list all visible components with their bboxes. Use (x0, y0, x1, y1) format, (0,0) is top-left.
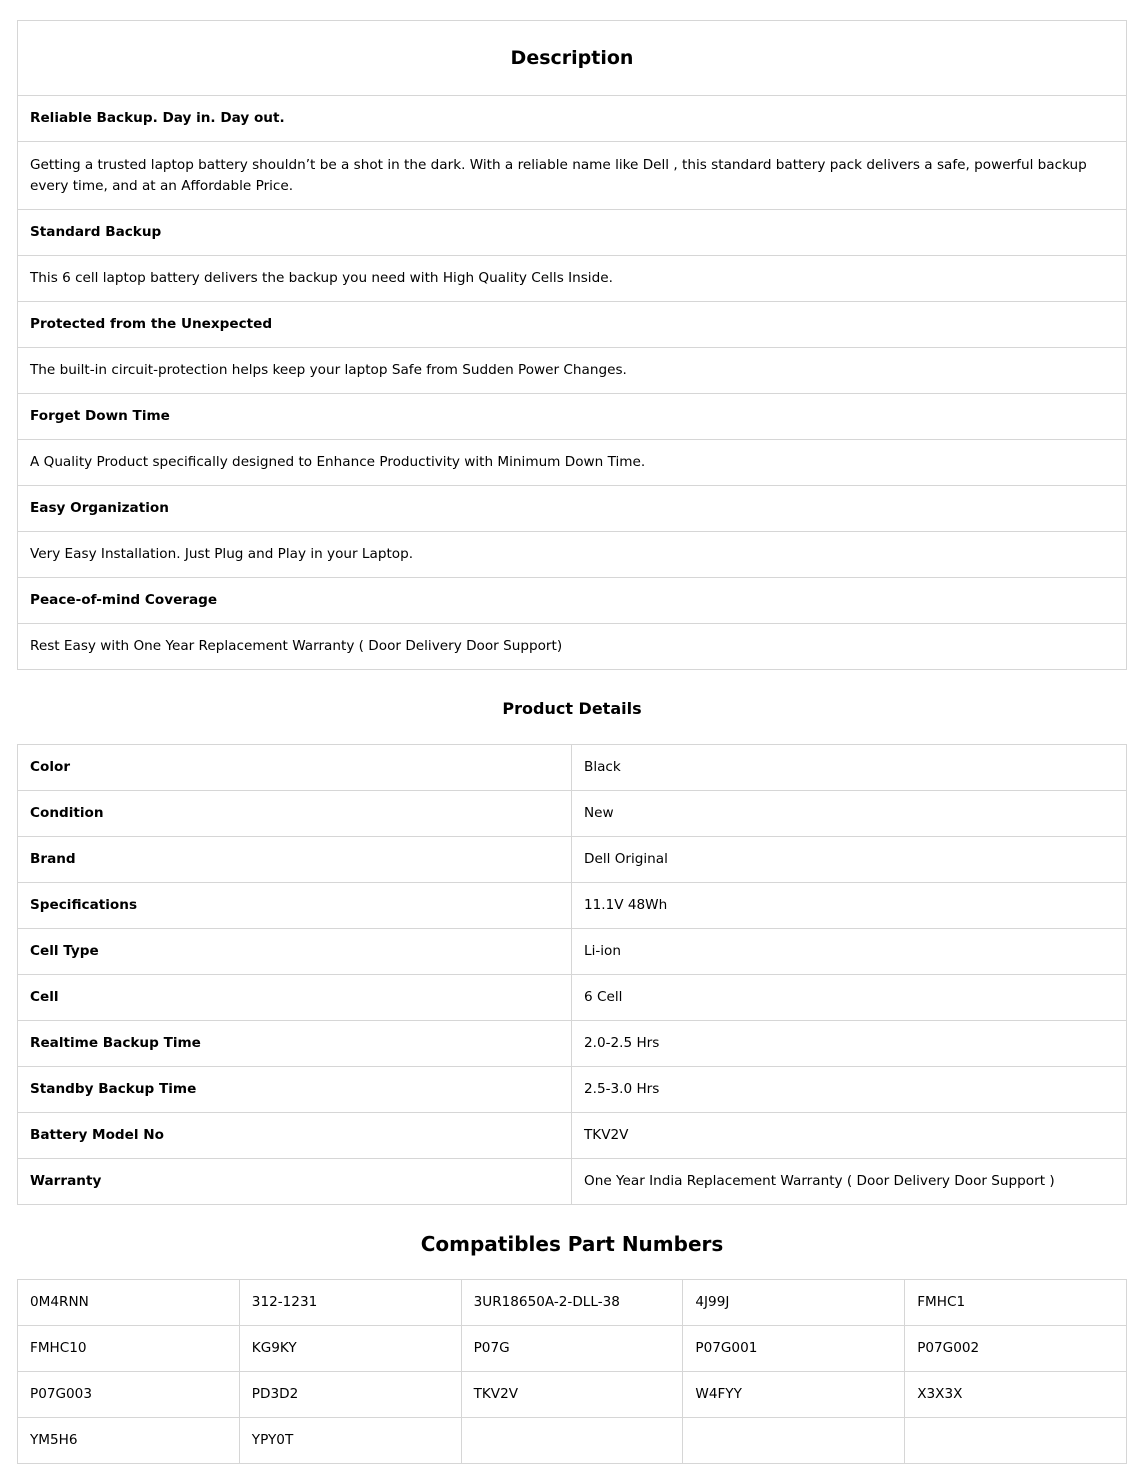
part-number-cell: KG9KY (239, 1326, 461, 1372)
part-number-cell: PD3D2 (239, 1372, 461, 1418)
detail-key: Standby Backup Time (18, 1067, 572, 1113)
part-number-cell: P07G (461, 1326, 683, 1372)
part-number-cell (905, 1418, 1127, 1464)
part-number-cell (683, 1418, 905, 1464)
description-header-row (18, 21, 1127, 96)
compatible-parts-table (17, 1279, 1127, 1464)
detail-key: Cell (18, 975, 572, 1021)
detail-value: 11.1V 48Wh (572, 883, 1127, 929)
table-row (18, 1418, 1127, 1464)
description-text: Very Easy Installation. Just Plug and Play in your Laptop. (18, 532, 1127, 578)
description-text-row (18, 348, 1127, 394)
description-heading-row (18, 210, 1127, 256)
description-heading: Protected from the Unexpected (18, 302, 1127, 348)
table-row (18, 1159, 1127, 1205)
detail-key: Condition (18, 791, 572, 837)
part-number-cell: YM5H6 (18, 1418, 240, 1464)
part-number-cell: YPY0T (239, 1418, 461, 1464)
description-heading-row (18, 302, 1127, 348)
table-row (18, 1113, 1127, 1159)
description-text-row (18, 440, 1127, 486)
detail-key: Specifications (18, 883, 572, 929)
detail-key: Cell Type (18, 929, 572, 975)
detail-value: New (572, 791, 1127, 837)
description-text: Rest Easy with One Year Replacement Warranty ( Door Delivery Door Support) (18, 624, 1127, 670)
part-number-cell: P07G003 (18, 1372, 240, 1418)
description-heading: Reliable Backup. Day in. Day out. (18, 96, 1127, 142)
part-number-cell: W4FYY (683, 1372, 905, 1418)
product-info-container (17, 20, 1127, 1464)
detail-key: Color (18, 745, 572, 791)
detail-value: Black (572, 745, 1127, 791)
part-number-cell: 0M4RNN (18, 1280, 240, 1326)
description-heading-row (18, 96, 1127, 142)
description-text-row (18, 624, 1127, 670)
detail-value: Li-ion (572, 929, 1127, 975)
table-row (18, 1067, 1127, 1113)
detail-value: One Year India Replacement Warranty ( Door Delivery Door Support ) (572, 1159, 1127, 1205)
table-row (18, 1280, 1127, 1326)
detail-value: Dell Original (572, 837, 1127, 883)
part-number-cell: 3UR18650A-2-DLL-38 (461, 1280, 683, 1326)
part-number-cell: 4J99J (683, 1280, 905, 1326)
detail-key: Warranty (18, 1159, 572, 1205)
description-heading-row (18, 394, 1127, 440)
product-details-title: Product Details (502, 699, 642, 718)
detail-key: Battery Model No (18, 1113, 572, 1159)
description-heading: Forget Down Time (18, 394, 1127, 440)
detail-key: Realtime Backup Time (18, 1021, 572, 1067)
detail-value: 2.5-3.0 Hrs (572, 1067, 1127, 1113)
part-number-cell (461, 1418, 683, 1464)
part-number-cell: 312-1231 (239, 1280, 461, 1326)
description-text: The built-in circuit-protection helps keep your laptop Safe from Sudden Power Changes. (18, 348, 1127, 394)
part-number-cell: X3X3X (905, 1372, 1127, 1418)
table-row (18, 791, 1127, 837)
table-row (18, 975, 1127, 1021)
description-heading-row (18, 578, 1127, 624)
description-text: A Quality Product specifically designed to Enhance Productivity with Minimum Down Time. (18, 440, 1127, 486)
product-details-table (17, 744, 1127, 1205)
table-row (18, 837, 1127, 883)
part-number-cell: TKV2V (461, 1372, 683, 1418)
compatible-parts-title: Compatibles Part Numbers (420, 1232, 724, 1256)
description-heading: Standard Backup (18, 210, 1127, 256)
description-text: This 6 cell laptop battery delivers the backup you need with High Quality Cells Inside. (18, 256, 1127, 302)
part-number-cell: FMHC1 (905, 1280, 1127, 1326)
part-number-cell: P07G002 (905, 1326, 1127, 1372)
part-number-cell: P07G001 (683, 1326, 905, 1372)
part-number-cell: FMHC10 (18, 1326, 240, 1372)
description-text: Getting a trusted laptop battery shouldn’t be a shot in the dark. With a reliable name like Dell , this standard battery pack delivers a safe, powerful backup every time, and at an Affordable Price. (18, 142, 1127, 210)
detail-key: Brand (18, 837, 572, 883)
table-row (18, 1372, 1127, 1418)
description-text-row (18, 532, 1127, 578)
description-title: Description (18, 21, 1127, 96)
table-row (18, 745, 1127, 791)
table-row (18, 929, 1127, 975)
description-text-row (18, 256, 1127, 302)
detail-value: TKV2V (572, 1113, 1127, 1159)
detail-value: 6 Cell (572, 975, 1127, 1021)
description-text-row (18, 142, 1127, 210)
description-heading-row (18, 486, 1127, 532)
table-row (18, 1021, 1127, 1067)
detail-value: 2.0-2.5 Hrs (572, 1021, 1127, 1067)
description-table (17, 20, 1127, 670)
description-heading: Easy Organization (18, 486, 1127, 532)
description-heading: Peace-of-mind Coverage (18, 578, 1127, 624)
table-row (18, 883, 1127, 929)
table-row (18, 1326, 1127, 1372)
